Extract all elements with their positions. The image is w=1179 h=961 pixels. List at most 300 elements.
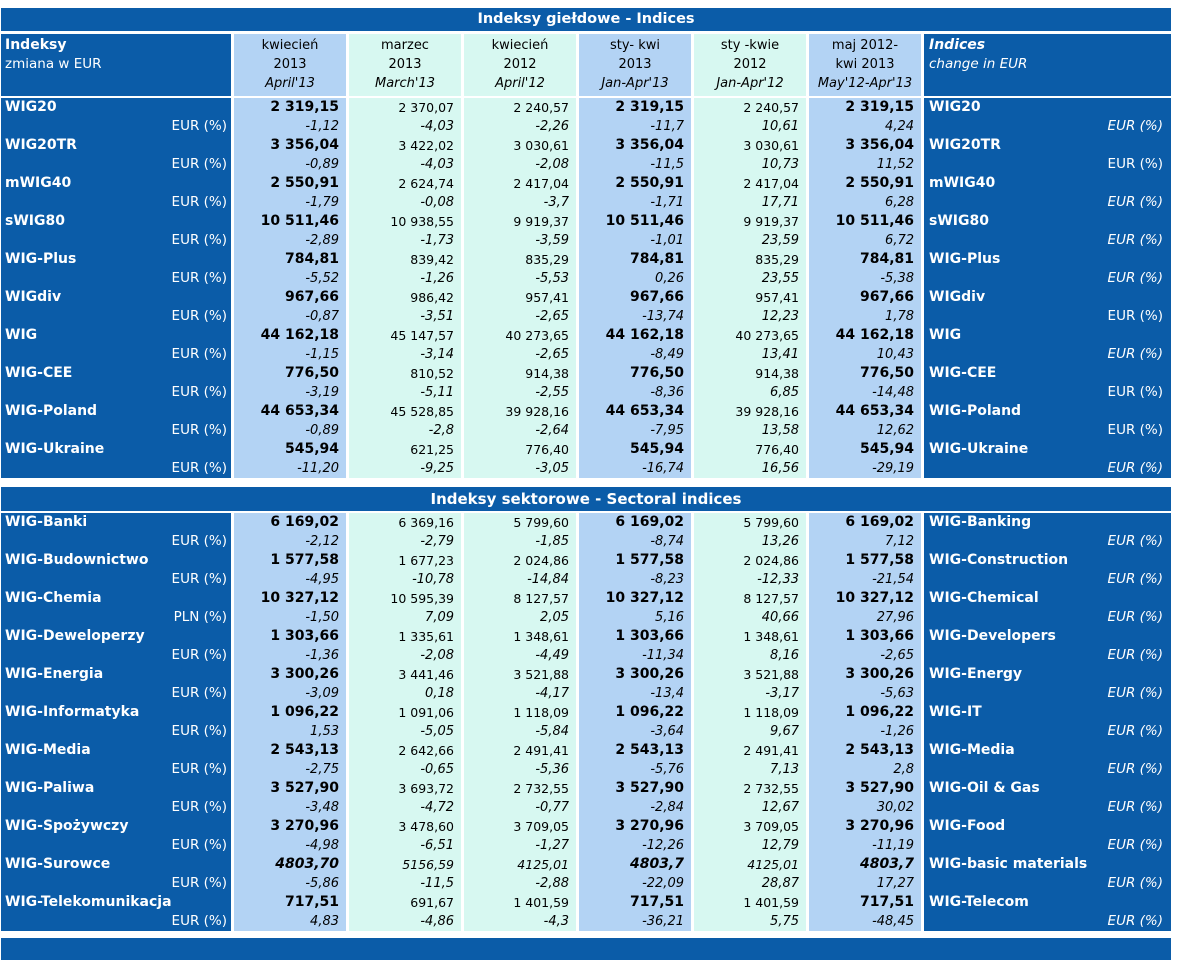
index-value: 3 527,90 xyxy=(579,779,691,798)
index-change-percent: -8,36 xyxy=(579,383,691,402)
unit-label-en: EUR (%) xyxy=(924,532,1171,551)
index-value: 776,50 xyxy=(809,364,921,383)
index-value: 776,40 xyxy=(694,440,806,459)
index-value-row xyxy=(1,627,1171,646)
header-left-line2: zmiana w EUR xyxy=(5,56,102,72)
index-change-percent: 17,27 xyxy=(809,874,921,893)
index-change-row xyxy=(1,608,1171,627)
index-change-percent: 5,16 xyxy=(579,608,691,627)
index-value: 3 300,26 xyxy=(579,665,691,684)
index-change-percent: 1,78 xyxy=(809,307,921,326)
index-change-percent: -1,01 xyxy=(579,231,691,250)
index-change-percent: -22,09 xyxy=(579,874,691,893)
index-change-percent: -4,49 xyxy=(464,646,576,665)
index-change-percent: -0,87 xyxy=(234,307,346,326)
index-change-percent: -11,20 xyxy=(234,459,346,478)
index-value: 1 348,61 xyxy=(694,627,806,646)
index-value: 2 319,15 xyxy=(234,98,346,117)
index-change-percent: -1,27 xyxy=(464,836,576,855)
index-change-percent: -2,88 xyxy=(464,874,576,893)
index-value: 40 273,65 xyxy=(694,326,806,345)
index-value-row xyxy=(1,326,1171,345)
index-value: 3 521,88 xyxy=(464,665,576,684)
index-value: 40 273,65 xyxy=(464,326,576,345)
header-col-line2: 2013 xyxy=(273,57,307,72)
index-value: 2 417,04 xyxy=(694,174,806,193)
index-change-row xyxy=(1,532,1171,551)
index-change-percent: -5,76 xyxy=(579,760,691,779)
index-change-percent: -1,26 xyxy=(349,269,461,288)
unit-label-pl: EUR (%) xyxy=(1,798,231,817)
index-value: 1 348,61 xyxy=(464,627,576,646)
index-value: 545,94 xyxy=(579,440,691,459)
index-value-row xyxy=(1,703,1171,722)
index-value: 44 653,34 xyxy=(234,402,346,421)
index-change-percent: -11,34 xyxy=(579,646,691,665)
index-value-row xyxy=(1,98,1171,117)
index-value: 835,29 xyxy=(694,250,806,269)
index-name-pl: WIG-Plus xyxy=(1,250,231,269)
index-value: 2 732,55 xyxy=(464,779,576,798)
index-value: 4803,7 xyxy=(579,855,691,874)
header-col-line3: April'12 xyxy=(495,76,545,91)
index-value-row xyxy=(1,513,1171,532)
index-name-pl: WIG-Media xyxy=(1,741,231,760)
index-change-percent: -2,65 xyxy=(464,345,576,364)
header-col-line3: April'13 xyxy=(265,76,315,91)
unit-label-en: EUR (%) xyxy=(924,345,1171,364)
index-change-percent: 12,79 xyxy=(694,836,806,855)
index-name-pl: WIG-Surowce xyxy=(1,855,231,874)
index-change-row xyxy=(1,307,1171,326)
index-change-percent: -5,63 xyxy=(809,684,921,703)
index-change-percent: -2,65 xyxy=(809,646,921,665)
index-change-percent: -8,23 xyxy=(579,570,691,589)
index-change-percent: -0,89 xyxy=(234,155,346,174)
index-value: 5 799,60 xyxy=(694,513,806,532)
index-value: 2 240,57 xyxy=(694,98,806,117)
index-value-row xyxy=(1,741,1171,760)
index-value: 3 521,88 xyxy=(694,665,806,684)
index-change-percent: 4,24 xyxy=(809,117,921,136)
unit-label-pl: EUR (%) xyxy=(1,646,231,665)
index-value-row xyxy=(1,855,1171,874)
index-value: 3 300,26 xyxy=(809,665,921,684)
index-value: 44 162,18 xyxy=(579,326,691,345)
index-name-pl: WIG-Paliwa xyxy=(1,779,231,798)
index-name-en: WIG xyxy=(924,326,1171,345)
index-change-percent: 5,75 xyxy=(694,912,806,931)
index-change-percent: -21,54 xyxy=(809,570,921,589)
index-change-percent: -0,08 xyxy=(349,193,461,212)
index-change-percent: 6,72 xyxy=(809,231,921,250)
index-change-percent: -3,59 xyxy=(464,231,576,250)
index-value: 2 024,86 xyxy=(464,551,576,570)
index-change-percent: -11,5 xyxy=(579,155,691,174)
index-value: 1 677,23 xyxy=(349,551,461,570)
index-change-row xyxy=(1,836,1171,855)
index-value: 3 709,05 xyxy=(464,817,576,836)
index-change-percent: -8,49 xyxy=(579,345,691,364)
index-value-row xyxy=(1,136,1171,155)
index-value: 967,66 xyxy=(234,288,346,307)
index-name-pl: mWIG40 xyxy=(1,174,231,193)
index-value: 914,38 xyxy=(464,364,576,383)
unit-label-en: EUR (%) xyxy=(924,155,1171,174)
index-change-percent: 27,96 xyxy=(809,608,921,627)
index-value: 1 577,58 xyxy=(809,551,921,570)
section-title-market-indices: Indeksy giełdowe - Indices xyxy=(1,8,1171,31)
index-change-percent: -4,03 xyxy=(349,117,461,136)
index-change-row xyxy=(1,684,1171,703)
index-change-percent: -29,19 xyxy=(809,459,921,478)
index-value: 3 030,61 xyxy=(694,136,806,155)
index-change-percent: 13,41 xyxy=(694,345,806,364)
unit-label-pl: EUR (%) xyxy=(1,874,231,893)
index-value: 784,81 xyxy=(234,250,346,269)
unit-label-pl: EUR (%) xyxy=(1,459,231,478)
index-name-pl: WIG-Informatyka xyxy=(1,703,231,722)
unit-label-pl: EUR (%) xyxy=(1,684,231,703)
index-value: 44 653,34 xyxy=(809,402,921,421)
index-change-percent: -10,78 xyxy=(349,570,461,589)
header-left-label xyxy=(1,34,231,96)
unit-label-pl: EUR (%) xyxy=(1,269,231,288)
index-value-row xyxy=(1,174,1171,193)
index-value-row xyxy=(1,665,1171,684)
index-value: 10 327,12 xyxy=(809,589,921,608)
index-change-percent: -13,74 xyxy=(579,307,691,326)
index-value-row xyxy=(1,440,1171,459)
header-col-line3: May'12-Apr'13 xyxy=(817,76,913,91)
index-change-percent: -2,08 xyxy=(464,155,576,174)
unit-label-pl: EUR (%) xyxy=(1,345,231,364)
index-value-row xyxy=(1,212,1171,231)
index-value: 6 369,16 xyxy=(349,513,461,532)
index-value: 44 653,34 xyxy=(579,402,691,421)
index-change-percent: 7,12 xyxy=(809,532,921,551)
table-header-row xyxy=(1,34,1171,96)
index-name-en: WIGdiv xyxy=(924,288,1171,307)
header-right-label xyxy=(924,34,1171,96)
index-change-percent: -3,14 xyxy=(349,345,461,364)
index-change-percent: 2,05 xyxy=(464,608,576,627)
index-name-en: WIG20 xyxy=(924,98,1171,117)
index-change-percent: -1,15 xyxy=(234,345,346,364)
index-name-pl: WIG-Chemia xyxy=(1,589,231,608)
header-col-line1: kwiecień xyxy=(491,38,549,53)
index-name-pl: sWIG80 xyxy=(1,212,231,231)
index-change-percent: 10,43 xyxy=(809,345,921,364)
index-change-percent: -14,84 xyxy=(464,570,576,589)
header-col-janapr13 xyxy=(579,34,691,96)
index-value: 4125,01 xyxy=(464,855,576,874)
index-name-en: WIG-Ukraine xyxy=(924,440,1171,459)
index-value: 3 030,61 xyxy=(464,136,576,155)
index-name-en: WIG20TR xyxy=(924,136,1171,155)
market-indices-rows xyxy=(1,98,1171,478)
index-change-percent: 6,85 xyxy=(694,383,806,402)
index-value: 2 319,15 xyxy=(579,98,691,117)
index-change-row xyxy=(1,760,1171,779)
unit-label-en: EUR (%) xyxy=(924,459,1171,478)
section-title-sectoral-indices: Indeksy sektorowe - Sectoral indices xyxy=(1,487,1171,511)
index-change-percent: 12,62 xyxy=(809,421,921,440)
index-value: 2 550,91 xyxy=(234,174,346,193)
index-change-percent: -2,12 xyxy=(234,532,346,551)
unit-label-pl: EUR (%) xyxy=(1,570,231,589)
index-change-percent: 7,13 xyxy=(694,760,806,779)
index-value: 1 577,58 xyxy=(579,551,691,570)
index-change-percent: 10,73 xyxy=(694,155,806,174)
unit-label-pl: EUR (%) xyxy=(1,722,231,741)
index-name-pl: WIG20TR xyxy=(1,136,231,155)
index-value-row xyxy=(1,364,1171,383)
index-name-en: WIG-basic materials xyxy=(924,855,1171,874)
index-value: 1 096,22 xyxy=(234,703,346,722)
index-name-en: WIG-IT xyxy=(924,703,1171,722)
index-value: 2 550,91 xyxy=(809,174,921,193)
unit-label-pl: EUR (%) xyxy=(1,155,231,174)
header-right-line2: change in EUR xyxy=(929,56,1028,72)
unit-label-en: EUR (%) xyxy=(924,269,1171,288)
index-value-row xyxy=(1,551,1171,570)
index-value: 2 642,66 xyxy=(349,741,461,760)
index-value: 2 732,55 xyxy=(694,779,806,798)
unit-label-en: EUR (%) xyxy=(924,836,1171,855)
index-value: 10 511,46 xyxy=(809,212,921,231)
header-col-line2: 2013 xyxy=(388,57,422,72)
index-change-percent: -2,65 xyxy=(464,307,576,326)
unit-label-en: EUR (%) xyxy=(924,874,1171,893)
index-change-percent: -11,5 xyxy=(349,874,461,893)
index-change-percent: -3,64 xyxy=(579,722,691,741)
index-value: 1 577,58 xyxy=(234,551,346,570)
index-change-percent: 0,18 xyxy=(349,684,461,703)
header-col-line3: Jan-Apr'12 xyxy=(716,76,784,91)
unit-label-en: EUR (%) xyxy=(924,722,1171,741)
unit-label-en: EUR (%) xyxy=(924,193,1171,212)
index-change-percent: -5,38 xyxy=(809,269,921,288)
index-value: 2 543,13 xyxy=(234,741,346,760)
index-change-percent: -2,64 xyxy=(464,421,576,440)
index-value: 914,38 xyxy=(694,364,806,383)
index-change-percent: 16,56 xyxy=(694,459,806,478)
unit-label-pl: EUR (%) xyxy=(1,117,231,136)
index-change-percent: -0,65 xyxy=(349,760,461,779)
index-value: 1 096,22 xyxy=(579,703,691,722)
top-margin xyxy=(1,0,1171,8)
index-change-row xyxy=(1,193,1171,212)
index-value: 776,50 xyxy=(234,364,346,383)
index-value: 967,66 xyxy=(579,288,691,307)
index-value: 44 162,18 xyxy=(809,326,921,345)
header-right-line1: Indices xyxy=(929,37,986,53)
index-value: 3 270,96 xyxy=(234,817,346,836)
index-value: 545,94 xyxy=(809,440,921,459)
index-change-percent: -2,08 xyxy=(349,646,461,665)
index-change-percent: -2,79 xyxy=(349,532,461,551)
index-value: 784,81 xyxy=(579,250,691,269)
index-value: 3 356,04 xyxy=(234,136,346,155)
index-value: 3 270,96 xyxy=(809,817,921,836)
index-value: 9 919,37 xyxy=(464,212,576,231)
header-col-april12 xyxy=(464,34,576,96)
index-value: 3 356,04 xyxy=(579,136,691,155)
index-change-percent: -3,09 xyxy=(234,684,346,703)
index-change-percent: 9,67 xyxy=(694,722,806,741)
index-name-pl: WIG-Ukraine xyxy=(1,440,231,459)
index-value: 9 919,37 xyxy=(694,212,806,231)
index-value: 10 327,12 xyxy=(234,589,346,608)
index-value: 4125,01 xyxy=(694,855,806,874)
index-name-en: WIG-Poland xyxy=(924,402,1171,421)
footer-bar xyxy=(1,938,1171,960)
index-value: 957,41 xyxy=(694,288,806,307)
index-change-row xyxy=(1,269,1171,288)
index-value: 3 441,46 xyxy=(349,665,461,684)
index-value: 2 543,13 xyxy=(579,741,691,760)
index-value: 3 709,05 xyxy=(694,817,806,836)
index-name-pl: WIG-Telekomunikacja xyxy=(1,893,231,912)
unit-label-pl: EUR (%) xyxy=(1,836,231,855)
index-value: 1 303,66 xyxy=(234,627,346,646)
index-name-pl: WIG xyxy=(1,326,231,345)
index-change-percent: -5,86 xyxy=(234,874,346,893)
index-change-percent: -4,98 xyxy=(234,836,346,855)
index-change-percent: -3,48 xyxy=(234,798,346,817)
index-value: 967,66 xyxy=(809,288,921,307)
index-name-pl: WIG20 xyxy=(1,98,231,117)
index-name-en: WIG-Chemical xyxy=(924,589,1171,608)
index-change-percent: -4,03 xyxy=(349,155,461,174)
index-change-percent: -1,36 xyxy=(234,646,346,665)
header-col-line2: 2012 xyxy=(503,57,537,72)
index-name-en: WIG-Banking xyxy=(924,513,1171,532)
index-change-percent: -12,33 xyxy=(694,570,806,589)
header-col-line2: 2013 xyxy=(618,57,652,72)
index-value: 2 624,74 xyxy=(349,174,461,193)
index-value: 10 511,46 xyxy=(579,212,691,231)
index-change-percent: -4,95 xyxy=(234,570,346,589)
unit-label-pl: EUR (%) xyxy=(1,307,231,326)
index-value: 2 417,04 xyxy=(464,174,576,193)
index-name-en: WIG-Construction xyxy=(924,551,1171,570)
index-change-percent: -5,36 xyxy=(464,760,576,779)
index-change-row xyxy=(1,570,1171,589)
header-col-line2: 2012 xyxy=(733,57,767,72)
index-value: 45 528,85 xyxy=(349,402,461,421)
index-value: 717,51 xyxy=(809,893,921,912)
index-change-percent: 7,09 xyxy=(349,608,461,627)
unit-label-en: EUR (%) xyxy=(924,570,1171,589)
unit-label-en: EUR (%) xyxy=(924,760,1171,779)
index-value: 1 303,66 xyxy=(579,627,691,646)
index-change-percent: -7,95 xyxy=(579,421,691,440)
index-change-percent: 17,71 xyxy=(694,193,806,212)
index-change-percent: -11,19 xyxy=(809,836,921,855)
header-col-line1: kwiecień xyxy=(261,38,319,53)
index-name-en: WIG-Media xyxy=(924,741,1171,760)
index-value: 5156,59 xyxy=(349,855,461,874)
indices-report-table xyxy=(1,0,1171,960)
unit-label-pl: EUR (%) xyxy=(1,421,231,440)
index-value-row xyxy=(1,250,1171,269)
unit-label-pl: EUR (%) xyxy=(1,912,231,931)
header-col-may12apr13 xyxy=(809,34,921,96)
index-value: 6 169,02 xyxy=(809,513,921,532)
index-change-percent: -1,71 xyxy=(579,193,691,212)
index-change-percent: 10,61 xyxy=(694,117,806,136)
index-change-row xyxy=(1,646,1171,665)
index-change-row xyxy=(1,421,1171,440)
unit-label-en: EUR (%) xyxy=(924,608,1171,627)
index-change-percent: -5,52 xyxy=(234,269,346,288)
index-value: 2 240,57 xyxy=(464,98,576,117)
index-change-percent: 12,23 xyxy=(694,307,806,326)
unit-label-pl: PLN (%) xyxy=(1,608,231,627)
index-value: 2 370,07 xyxy=(349,98,461,117)
index-value-row xyxy=(1,402,1171,421)
index-value: 45 147,57 xyxy=(349,326,461,345)
unit-label-pl: EUR (%) xyxy=(1,231,231,250)
index-change-percent: -16,74 xyxy=(579,459,691,478)
index-change-percent: -4,86 xyxy=(349,912,461,931)
index-change-percent: -2,55 xyxy=(464,383,576,402)
index-change-percent: -3,51 xyxy=(349,307,461,326)
index-value: 1 303,66 xyxy=(809,627,921,646)
index-value: 2 024,86 xyxy=(694,551,806,570)
unit-label-en: EUR (%) xyxy=(924,912,1171,931)
index-change-percent: 11,52 xyxy=(809,155,921,174)
index-value: 6 169,02 xyxy=(579,513,691,532)
index-value: 1 118,09 xyxy=(464,703,576,722)
index-change-row xyxy=(1,383,1171,402)
index-change-percent: -0,89 xyxy=(234,421,346,440)
index-name-pl: WIG-Poland xyxy=(1,402,231,421)
index-change-percent: -5,05 xyxy=(349,722,461,741)
index-change-percent: -1,73 xyxy=(349,231,461,250)
unit-label-en: EUR (%) xyxy=(924,646,1171,665)
index-value: 691,67 xyxy=(349,893,461,912)
index-change-percent: 28,87 xyxy=(694,874,806,893)
index-value: 1 096,22 xyxy=(809,703,921,722)
index-name-en: WIG-Developers xyxy=(924,627,1171,646)
index-value: 2 550,91 xyxy=(579,174,691,193)
index-value: 39 928,16 xyxy=(694,402,806,421)
header-col-march13 xyxy=(349,34,461,96)
index-change-row xyxy=(1,231,1171,250)
index-value: 1 118,09 xyxy=(694,703,806,722)
index-change-percent: 8,16 xyxy=(694,646,806,665)
index-change-percent: 13,58 xyxy=(694,421,806,440)
index-value: 10 595,39 xyxy=(349,589,461,608)
index-change-percent: -2,75 xyxy=(234,760,346,779)
index-change-percent: -5,11 xyxy=(349,383,461,402)
index-name-en: WIG-Food xyxy=(924,817,1171,836)
index-change-percent: 6,28 xyxy=(809,193,921,212)
header-col-april13 xyxy=(234,34,346,96)
index-change-percent: 0,26 xyxy=(579,269,691,288)
index-change-row xyxy=(1,912,1171,931)
unit-label-en: EUR (%) xyxy=(924,383,1171,402)
index-value: 776,50 xyxy=(579,364,691,383)
unit-label-en: EUR (%) xyxy=(924,798,1171,817)
index-value: 10 511,46 xyxy=(234,212,346,231)
index-change-percent: -1,79 xyxy=(234,193,346,212)
index-change-row xyxy=(1,798,1171,817)
index-name-en: WIG-Energy xyxy=(924,665,1171,684)
